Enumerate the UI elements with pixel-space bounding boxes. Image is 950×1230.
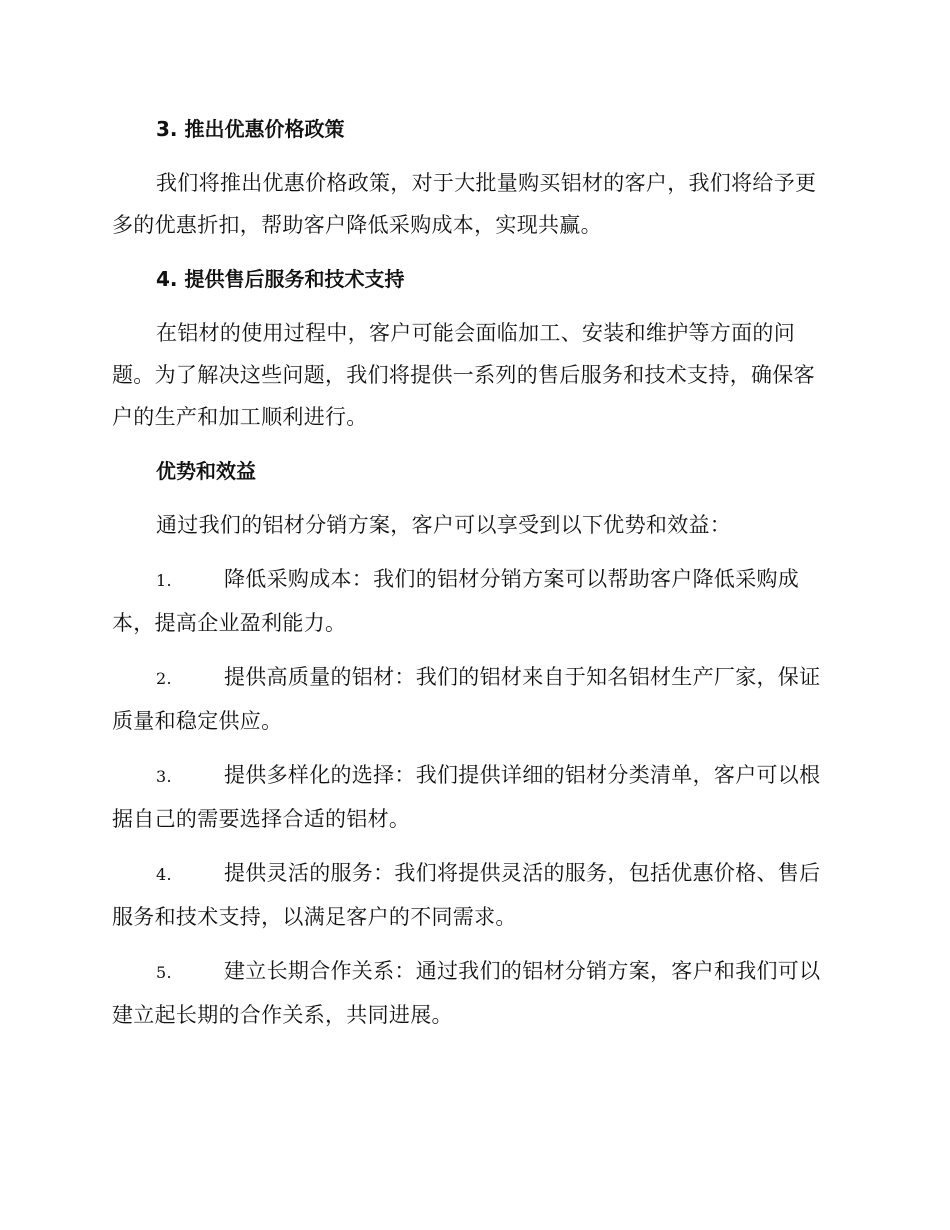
- list-item: [112, 656, 834, 742]
- paragraph-pricing: 我们将推出优惠价格政策，对于大批量购买铝材的客户，我们将给予更多的优惠折扣，帮助客户降低采购成本，实现共赢。: [112, 171, 817, 237]
- list-text: 建立长期合作关系：通过我们的铝材分销方案，客户和我们可以建立起长期的合作关系，共同进展。: [112, 959, 821, 1027]
- list-number: 2.: [156, 669, 172, 688]
- list-text: 提供高质量的铝材：我们的铝材来自于知名铝材生产厂家，保证质量和稳定供应。: [112, 665, 821, 733]
- list-text: 提供多样化的选择：我们提供详细的铝材分类清单，客户可以根据自己的需要选择合适的铝材。: [112, 763, 821, 831]
- list-item: [112, 852, 834, 938]
- paragraph-benefits-intro: 通过我们的铝材分销方案，客户可以享受到以下优势和效益：: [156, 513, 732, 537]
- section-heading-3: 3. 推出优惠价格政策: [156, 117, 345, 141]
- section-heading-benefits: 优势和效益: [156, 459, 256, 483]
- list-number: 4.: [156, 865, 172, 884]
- list-item: [112, 754, 834, 840]
- list-number: 5.: [156, 963, 172, 982]
- benefits-list: [112, 558, 834, 1036]
- document-page: [112, 108, 834, 1048]
- list-item: [112, 950, 834, 1036]
- list-item: [112, 558, 834, 644]
- list-text: 提供灵活的服务：我们将提供灵活的服务，包括优惠价格、售后服务和技术支持，以满足客户的不同需求。: [112, 861, 821, 929]
- list-text: 降低采购成本：我们的铝材分销方案可以帮助客户降低采购成本，提高企业盈利能力。: [112, 567, 800, 635]
- section-heading-4: 4. 提供售后服务和技术支持: [156, 267, 405, 291]
- list-number: 3.: [156, 767, 172, 786]
- paragraph-service: 在铝材的使用过程中，客户可能会面临加工、安装和维护等方面的问题。为了解决这些问题，我们将提供一系列的售后服务和技术支持，确保客户的生产和加工顺利进行。: [112, 321, 815, 429]
- list-number: 1.: [156, 571, 172, 590]
